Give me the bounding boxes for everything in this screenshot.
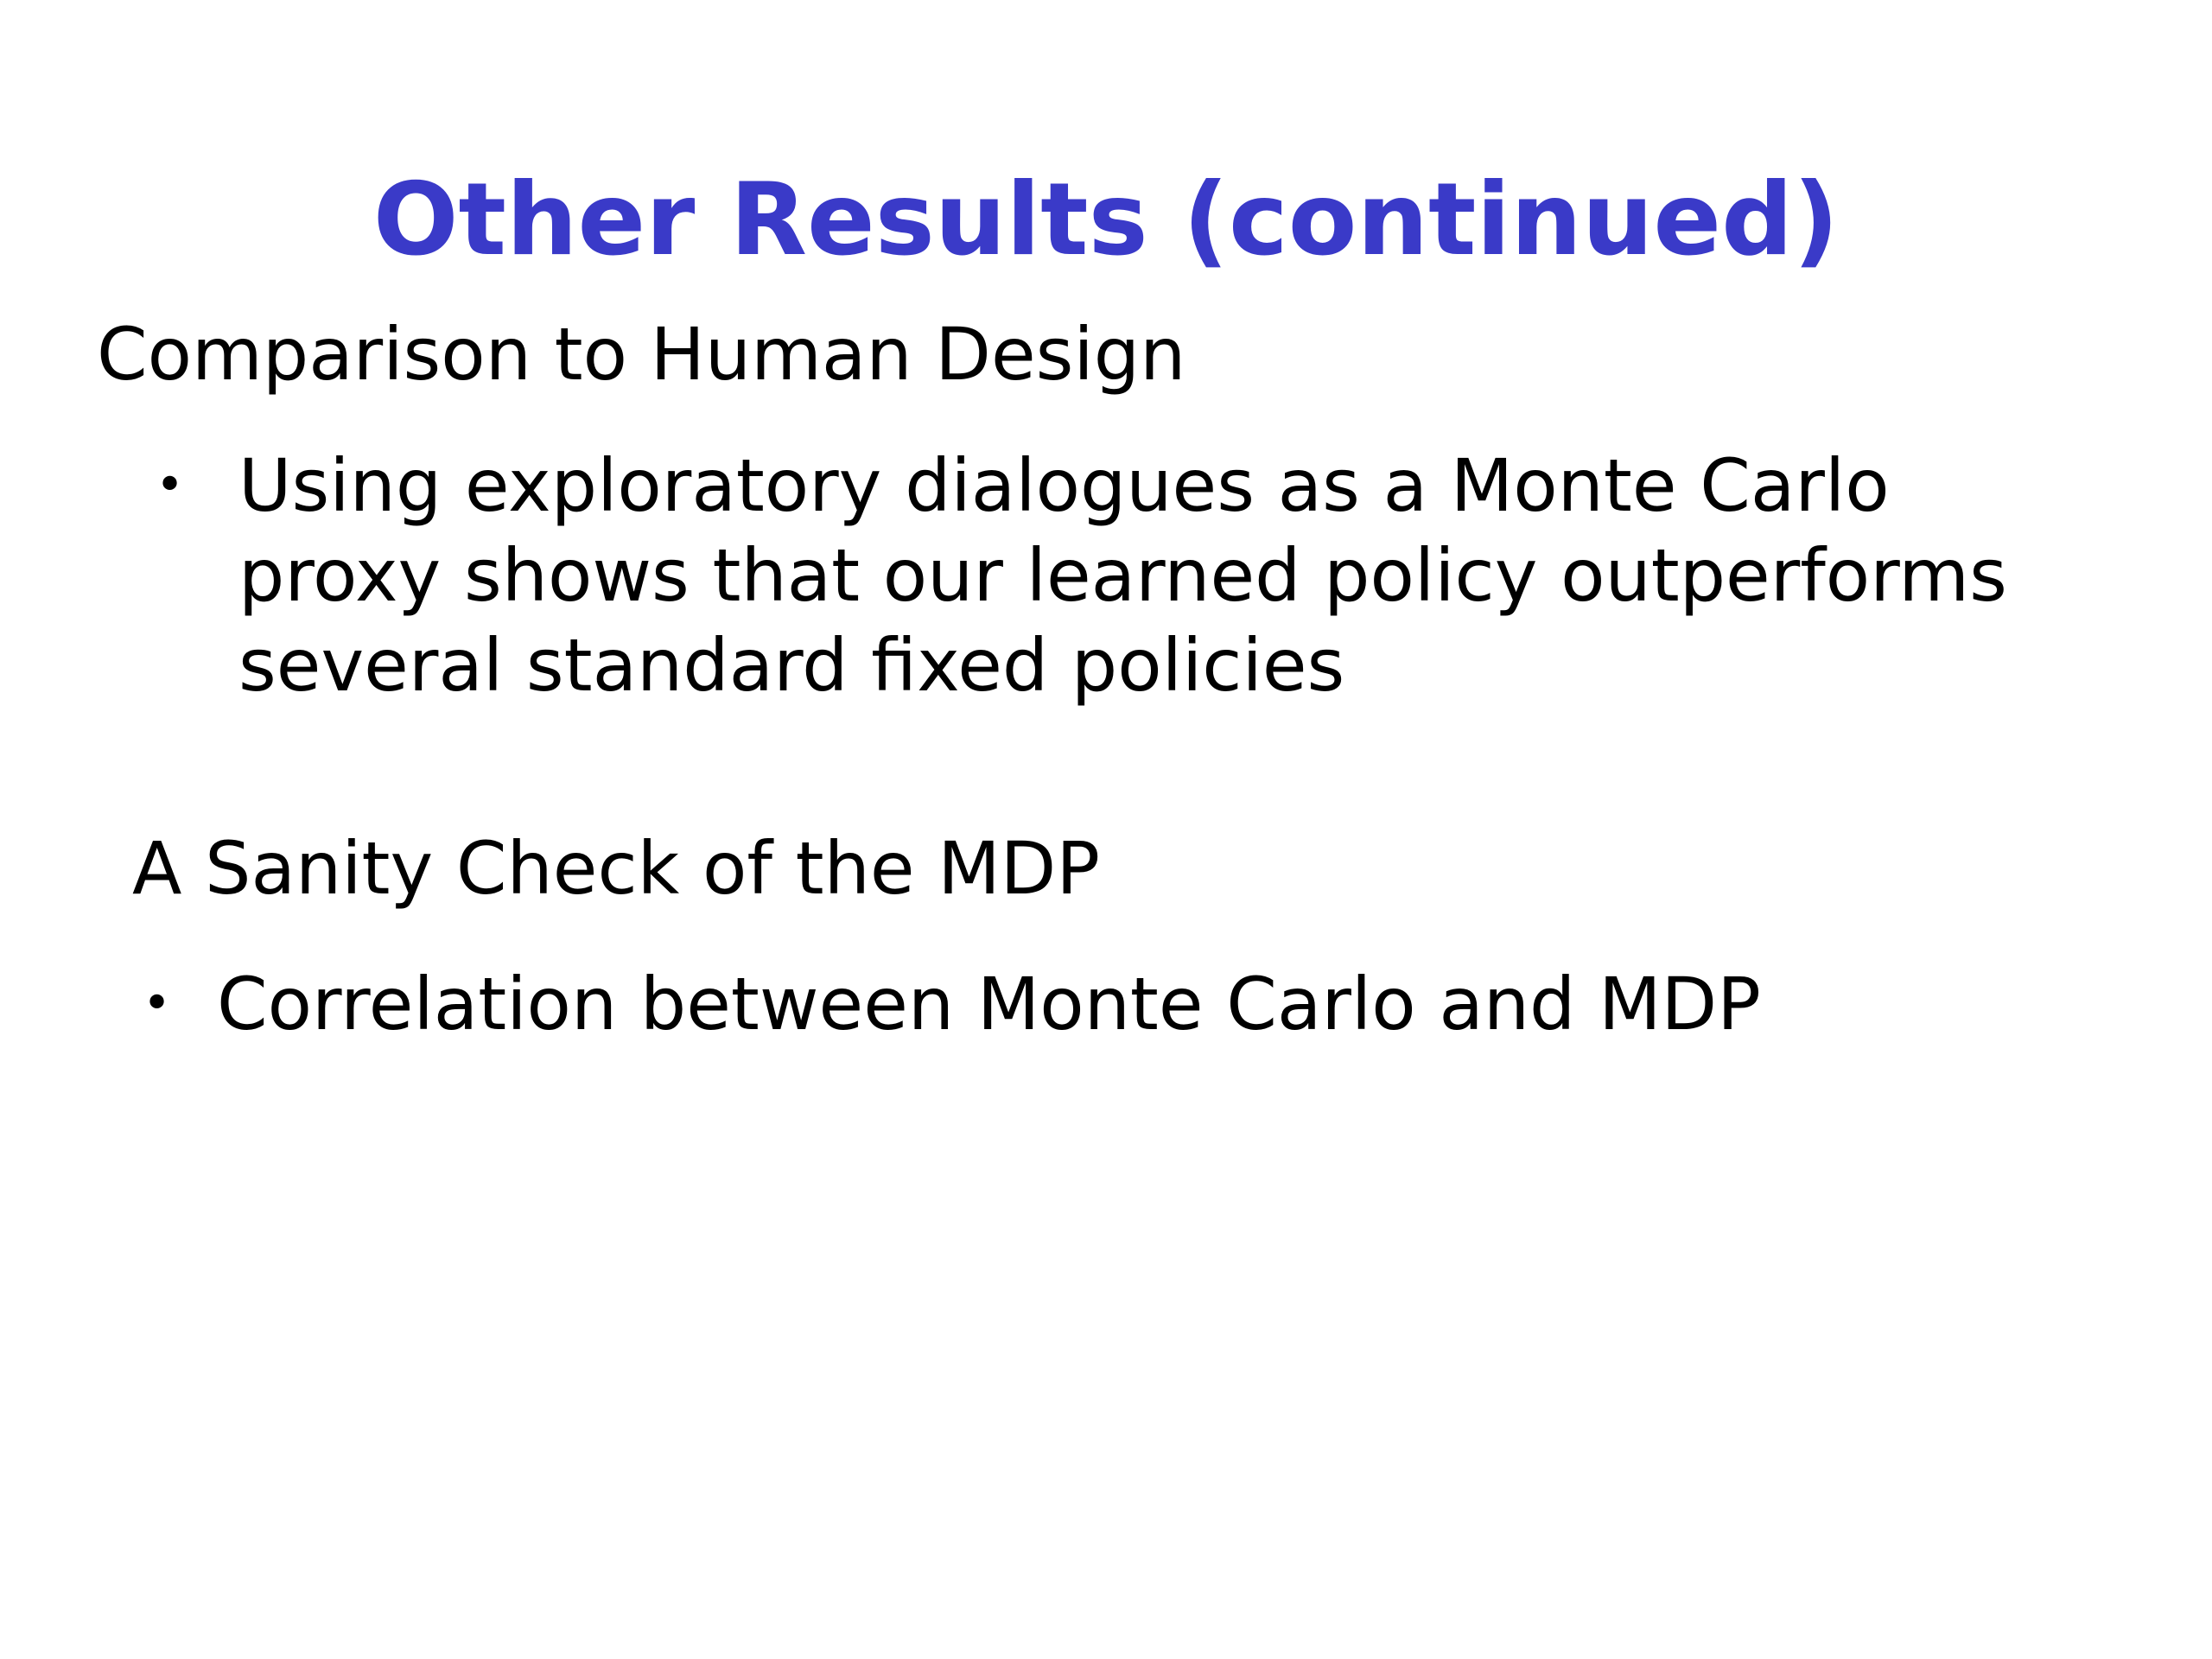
section-heading-sanity-check: A Sanity Check of the MDP	[132, 826, 1101, 911]
bullet-text: Correlation between Monte Carlo and MDP	[217, 962, 1761, 1046]
bullet-item	[143, 959, 2130, 1063]
bullet-item	[156, 441, 2143, 726]
section-heading-comparison: Comparison to Human Design	[97, 312, 1186, 397]
slide-title: Other Results (continued)	[372, 162, 1840, 278]
bullet-dot-icon: •	[143, 976, 172, 1032]
bullet-text: Using exploratory dialogues as a Monte Carlo proxy shows that our learned policy outperforms several standard fixed policies	[238, 443, 2007, 708]
bullet-dot-icon: •	[156, 457, 185, 513]
